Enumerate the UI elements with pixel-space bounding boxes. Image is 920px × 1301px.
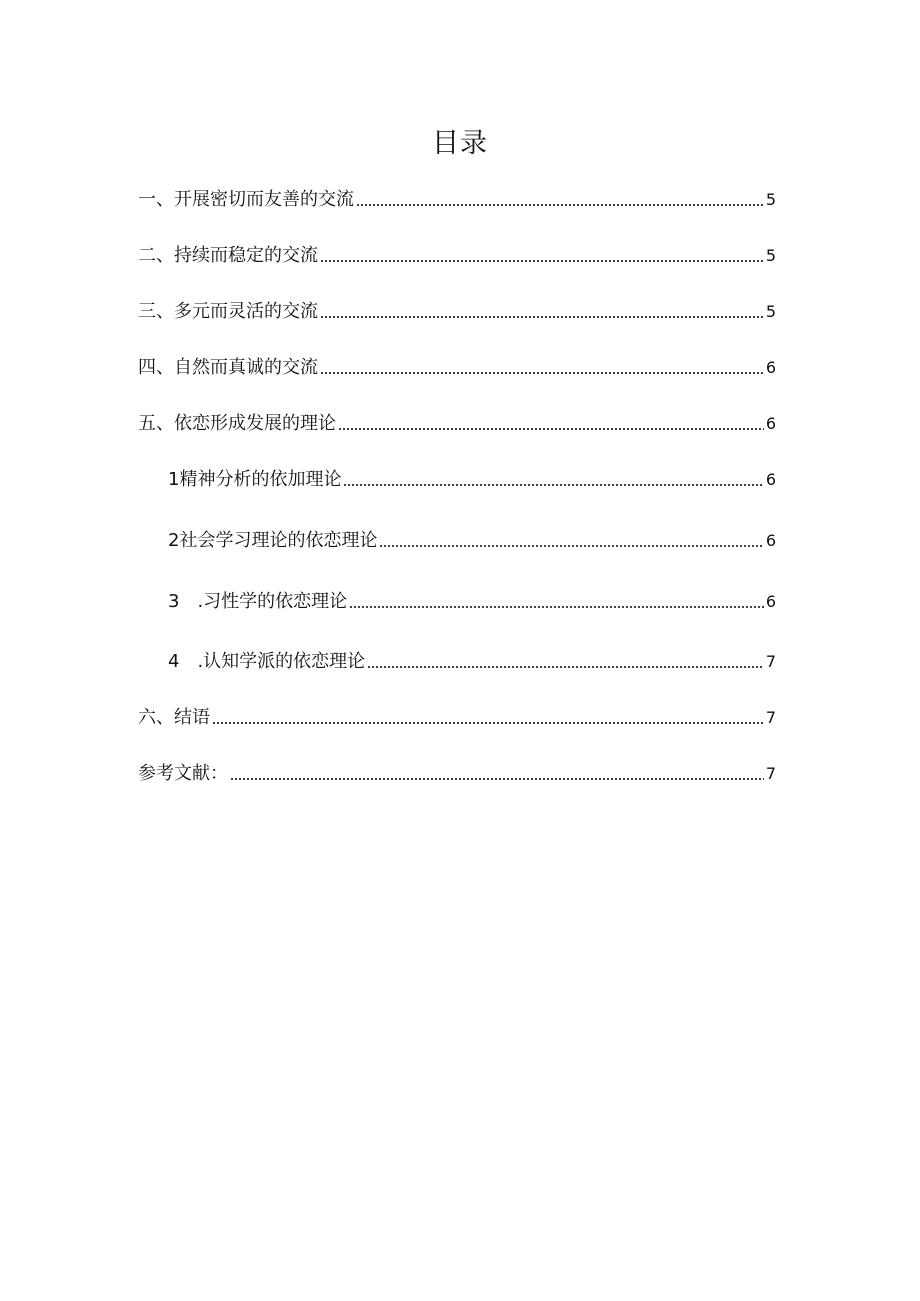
toc-entry-2[interactable]: [138, 244, 776, 268]
toc-entry-text: 四、自然而真诚的交流: [138, 357, 318, 378]
toc-entry-5[interactable]: [138, 412, 776, 436]
toc-subentry-3[interactable]: [168, 590, 776, 614]
toc-subentry-2[interactable]: [168, 529, 776, 553]
toc-dot-leader: [356, 203, 764, 207]
toc-page-number: 7: [765, 708, 776, 727]
toc-dot-leader: [320, 259, 764, 263]
toc-page-number: 7: [765, 764, 776, 783]
toc-entry-text: 五、依恋形成发展的理论: [138, 413, 336, 434]
toc-entry-text: 1精神分析的依加理论: [168, 469, 342, 490]
toc-page-number: 5: [765, 302, 776, 321]
toc-entry-4[interactable]: [138, 356, 776, 380]
toc-page-number: 6: [765, 592, 776, 611]
toc-entry-text: 参考文献：: [138, 763, 228, 784]
toc-entry-text: 一、开展密切而友善的交流: [138, 189, 354, 210]
toc-entry-6[interactable]: [138, 706, 776, 730]
toc-page-number: 7: [765, 652, 776, 671]
toc-entry-3[interactable]: [138, 300, 776, 324]
toc-entry-text: 3 .习性学的依恋理论: [168, 591, 348, 612]
toc-dot-leader: [379, 544, 763, 548]
toc-subentry-1[interactable]: [168, 468, 776, 492]
toc-entry-text: 2社会学习理论的依恋理论: [168, 530, 378, 551]
toc-entry-text: 六、结语: [138, 707, 210, 728]
toc-subentry-4[interactable]: [168, 650, 776, 674]
toc-dot-leader: [212, 721, 764, 725]
toc-page-number: 5: [765, 246, 776, 265]
toc-entry-references[interactable]: [138, 762, 776, 786]
toc-page-number: 5: [765, 190, 776, 209]
toc-dot-leader: [367, 665, 764, 669]
toc-entry-text: 三、多元而灵活的交流: [138, 301, 318, 322]
page-title: 目录: [432, 128, 488, 159]
toc-page-number: 6: [765, 531, 776, 550]
toc-page-number: 6: [765, 358, 776, 377]
toc-entry-text: 4 .认知学派的依恋理论: [168, 651, 366, 672]
toc-dot-leader: [338, 427, 764, 431]
toc-entry-text: 二、持续而稳定的交流: [138, 245, 318, 266]
toc-page-number: 6: [765, 414, 776, 433]
toc-dot-leader: [320, 315, 764, 319]
toc-entry-1[interactable]: [138, 188, 776, 212]
toc-dot-leader: [349, 605, 764, 609]
toc-dot-leader: [320, 371, 764, 375]
toc-page-number: 6: [765, 470, 776, 489]
toc-dot-leader: [343, 483, 763, 487]
toc-dot-leader: [230, 777, 764, 781]
